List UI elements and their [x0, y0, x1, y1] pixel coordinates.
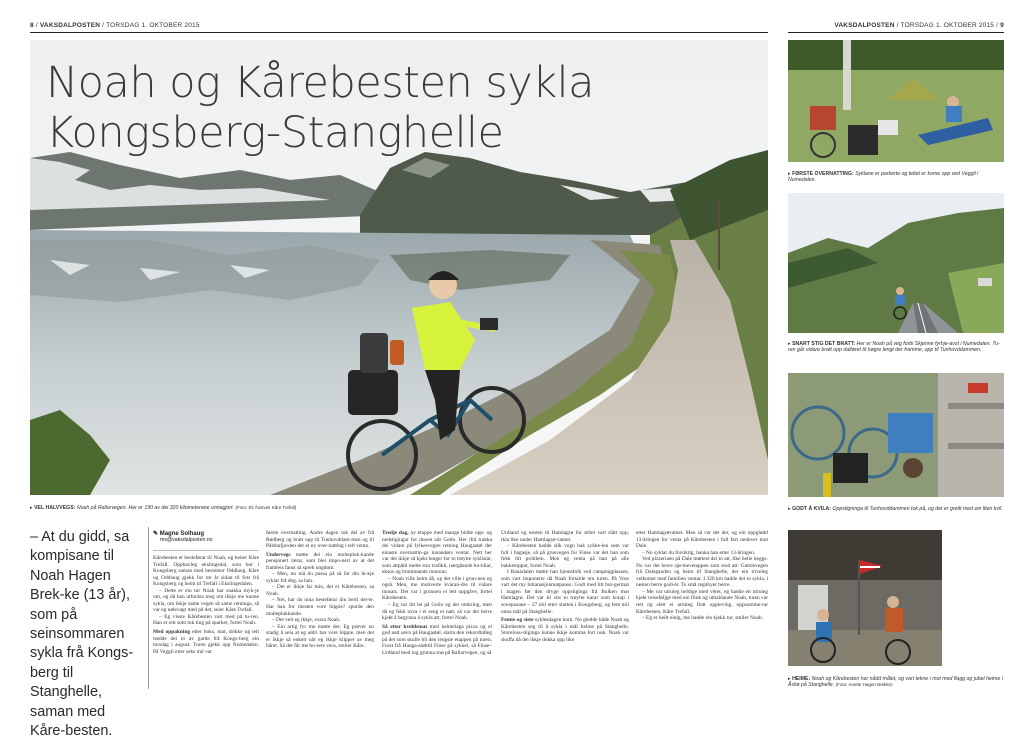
side-photo-2	[788, 193, 1004, 333]
side-photo-3	[788, 373, 1004, 497]
paragraph	[382, 624, 492, 657]
main-photo-caption	[30, 505, 768, 511]
paragraph-text: med heimelaga pizza og ei god natt søvn på Haugastøl, starta den rekordtidleg på det som skulle bli den lengste etappen på turen. Forst frå Hauga-stølttil Finse på sykkel, så Finse–Urdland med tog grunna snø på Rallarvegen, og så	[382, 623, 492, 656]
side-caption-2	[788, 341, 1004, 354]
right-date: TORSDAG 1. OKTOBER 2015	[900, 22, 995, 29]
byline-rule	[153, 550, 259, 551]
caption-arrow-icon: ▸	[788, 506, 791, 512]
paragraph-text: – Det er ikkje far min, det er Kårebesten, sa Noah.	[266, 584, 374, 597]
byline-row	[153, 530, 259, 537]
headline-line-2: Kongsberg-Stanghelle	[46, 108, 504, 158]
side-photo-3-illustration	[788, 373, 1004, 497]
paragraph	[501, 530, 629, 543]
byline-email: ms@vaksdalposten.no	[160, 537, 213, 543]
paragraph-lead: Så etter kveldsmat	[382, 623, 428, 630]
folio-sep: /	[102, 22, 105, 29]
paragraph-text: møtte dei ein moltepluk-kande pensjonert lærar, som blei impo-nert av at det framleis fanst så sprek ungdom.	[266, 551, 374, 571]
header-rule-right	[788, 32, 1004, 33]
paragraph-text: – Dette er ein tur Noah har snakka myk-je om, og då han utfordra meg om ikkje me kunne sykla, om ikkje same vegen så same retninga, så var eg nølevagt med på det, seier Kåre Trefall.	[153, 587, 259, 614]
side-photo-1	[788, 40, 1004, 162]
paragraph-text: – Me var utruleg heldige med vêret, eg hadde eit utruleg kjekt reiseføljge med ein flink og uthaldande Noah, turen var rett og slett ei utruleg flott oppleving, oppsumme-rar Kårebesten, Kåre Trefall.	[636, 588, 768, 615]
side-photo-4	[788, 530, 942, 666]
paragraph	[382, 576, 492, 602]
left-folio	[30, 22, 200, 29]
paragraph-text: – Nei, har du nota besteførar din berti det-te. Har han for mesten vore hippie? spurde den molteplukkande.	[266, 597, 374, 617]
paragraph	[636, 530, 768, 550]
left-paper-name: VAKSDALPOSTEN	[39, 22, 101, 29]
side-caption-4	[788, 676, 1004, 689]
paragraph-text: første overnatting. Andre dagen tok dei av frå Rødberg og bratt opp til Tunhovddam-men og til Pålsbufjorden der ei ny over-natting i telt venta.	[266, 530, 374, 550]
paragraph	[382, 602, 492, 622]
paragraph-text: etter boks, mat, drikke og telt trødde dei to av garde frå Kongs-berg ein torsdag i august. Turen gjekk opp Numedalen. På Veggli etter seks mil var	[153, 629, 259, 655]
paragraph-text: Ved pizzeriaen på Dale møttest dei to att, like helle begge. No var det berre sjø-mevetappen som stod att: Gamlevegen frå Daleganden og heim til Stanghelle, der ein triveleg velkomst med familien ventar. I 320 km hadde dei to sykla, i nesten berre godvêr. To små regnbyer berre.	[636, 556, 768, 589]
paragraph-lead: Undervegs	[266, 551, 291, 558]
paragraph	[153, 614, 259, 627]
paragraph-text: – Kårebesten hadde slik vogn bak sykke-len som var full i bagasje, så på grusvegen for Finse var det han som fekk litt problem. Men eg venta på han på alle bakketoppar, fortel Noah.	[501, 543, 629, 569]
caption-arrow-icon: ▸	[788, 171, 791, 177]
headline-line-1: Noah og Kårebesten sykla	[46, 58, 594, 108]
caption-arrow-icon: ▸	[788, 341, 791, 347]
headline	[46, 58, 594, 158]
paragraph	[501, 543, 629, 569]
paragraph-text: syklesdagen kom. No gledde både Noah og Kårebesten seg til å sykla i mål heime på Stanghelle. Storeloss-stiginga kunne ikkje komma fort nok. Noah var skuffa då dei ikkje dukka opp like	[501, 617, 629, 643]
paragraph	[266, 571, 374, 584]
header-rule-left	[30, 32, 768, 33]
right-folio	[834, 22, 1004, 29]
paragraph	[266, 530, 374, 550]
side-caption-3	[788, 506, 1004, 512]
side-caption-4-label: HEIME:	[792, 676, 811, 682]
paragraph-text: – Eg var litt lei på Geilo og der omkring, men då eg fekk sova i ei seng ei natt, så var det berre kjekt å begynna å sykla att, fortel Noah.	[382, 602, 492, 622]
caption-arrow-icon: ▸	[788, 676, 791, 682]
side-caption-1-label: FØRSTE OVERNATTING:	[792, 171, 854, 177]
paragraph	[636, 556, 768, 589]
article-column-4	[501, 530, 629, 643]
side-caption-4-credit: (Foto: Anette Hagen Brekke)	[835, 682, 893, 688]
article-column-2	[266, 530, 374, 650]
paragraph	[266, 584, 374, 597]
side-caption-2-label: SNART STIG DET BRATT:	[792, 341, 856, 347]
side-caption-3-label: GODT Å KVILA:	[792, 506, 831, 512]
paragraph-text: – Ein artig fyr me møtte der. Eg prøver no stadig å seia at eg aldri har vore hippie, men det er ikkje så enkelt når eg ikkje klipper av meg håret. Så det får me bo-rere vera, smiler Kåre.	[266, 623, 374, 650]
right-page-number: 9	[1000, 22, 1004, 29]
left-date: TORSDAG 1. OKTOBER 2015	[106, 22, 200, 29]
side-photo-2-illustration	[788, 193, 1004, 333]
caption-arrow-icon: ▸	[30, 505, 33, 511]
paragraph-lead: Femte og siste	[501, 617, 534, 624]
paragraph	[153, 555, 259, 588]
side-caption-1-text: Syklane er parkerte og teltet er kome opp ved Veggli i Numedalen.	[788, 171, 979, 184]
paragraph-text: Kårebesten er besteførar til Noah, og heiter Kåre Trefall. Opphavleg ekslingedal, som bur i Kongsberg saman med bestemor Oddlaug. Kåre og Oddlaug gjekk for tre år sidan til fots frå Kongsberg og heim til Trefall i Ekslingedalen.	[153, 555, 259, 588]
article-column-5	[636, 530, 768, 622]
article-column-3	[382, 530, 492, 656]
column-rule	[148, 527, 149, 689]
caption-credit: (Foto: Eli Åsstveit Kåre Trefall)	[235, 505, 297, 510]
side-caption-4-text: Noah og Kårebesten har nådd målet, og vart tekne i mot med flagg og jubel heime i Åsliø på Stanghelle.	[788, 676, 1003, 689]
caption-text: Noah på Rallarvegen. Her er 190 av dei 320 kilometerane unnagjort.	[76, 505, 235, 511]
paragraph-text: – Eg visste Kårebesten vart med på tu-ren. Han er eitt som tok ting på sparket, fortel Noah.	[153, 613, 259, 627]
paragraph-text: I Raundalen møtte han hjemsfolk ved campingplassen, som vart imponerte då Noah fortalde om turen. På Voss vart det my biltanasjonmatpause. Godt med litt bur-germat i magen før den dryge oppstiginga frå Bulken mot Hamlagrø. Det var til sist to trøytte karar som kraup i soveposane – 27 mil etter starten i Kongsberg, og fem mil unna mål på Stanghelle.	[501, 569, 629, 615]
paragraph-lead: Med oppakning	[153, 629, 191, 636]
paragraph-lead: Tredje dag,	[382, 530, 409, 536]
paragraph	[153, 629, 259, 655]
side-caption-2-text: Her er Noah på veg forbi Skjenne fyrhje-avst i Numedalen. Tu-ren går vidare bratt opp dalføret til høgre lengt der framme, opp til Tunhovddammen.	[788, 341, 1000, 354]
paragraph	[153, 588, 259, 614]
paragraph	[501, 569, 629, 615]
paragraph	[636, 589, 768, 615]
folio-sep: /	[996, 22, 999, 29]
article-column-1	[153, 555, 259, 655]
side-caption-1	[788, 171, 1004, 184]
paragraph-text: etter Hamlagrøvatnet. Men så var det der, og ein oppglødd 13-åringen for venta på Kårebesten i full fart nedover mot Dale.	[636, 530, 768, 550]
side-photo-1-illustration	[788, 40, 1004, 162]
paragraph	[636, 615, 768, 622]
caption-label: VEL HALVVEGS:	[34, 505, 76, 511]
byline-name: Magne Solhaug	[159, 531, 205, 537]
paragraph-text: Urdland og nesten til Hamlagrø for teltet vart slått opp, ikla like under Hamlagrø-vatnet.	[501, 530, 629, 543]
paragraph-text: ny etappe med mange bidde opp- og nedstigingar for duoen når Geilo. Her ifrå trakka dei vidare på fylkesvegen retning Haugastøl der einaste overnattin-ga innandørs ventar. Nett her var det ikkje så kjekt lenger for to trøytte syklistar, som attpåtil mette stor trafikk, nærgåande bu-bilar, eksos og brummande motorar.	[382, 530, 493, 576]
paragraph-text: – Men, no må du passa på så far din ik-kje syklar frå deg, sa han.	[266, 571, 374, 584]
left-page-number: 8	[30, 22, 34, 29]
side-caption-3-text: Oppstigninga til Tunhovddammen tok på, og det er greitt med ein liten kvil.	[832, 506, 1003, 512]
pencil-icon: ✎	[153, 531, 159, 537]
byline	[153, 530, 259, 543]
side-photo-4-illustration	[788, 530, 942, 666]
paragraph-text: – Eg er heilt einig, me hadde ein kjekk tur, smiler Noah.	[642, 615, 764, 622]
paragraph	[266, 597, 374, 617]
folio-sep: /	[35, 22, 38, 29]
folio-sep: /	[896, 22, 899, 29]
paragraph-text: – No syklar du forsiktig, hauka han etter 13-åringen.	[642, 549, 756, 556]
right-paper-name: VAKSDALPOSTEN	[834, 22, 895, 29]
paragraph	[501, 617, 629, 643]
paragraph	[382, 530, 492, 576]
paragraph	[266, 624, 374, 650]
paragraph-text: – Det veit eg ikkje, svara Noah.	[272, 617, 341, 624]
paragraph	[266, 552, 374, 572]
paragraph-text: – Noah ville heim då, og det ville i grun-nen eg også. Men, me motiverte kvaran-dre til vidare innsats. Det var i grunnen ei lett oppgåve, fortel Kårebesten.	[382, 575, 492, 602]
article-intro: – At du gidd, sa kompisane til Noah Hagen Brek-ke (13 år), som på seinsommaren sykla frå Kongs-berg til Stanghelle, saman med Kåre-besten.	[30, 529, 134, 740]
